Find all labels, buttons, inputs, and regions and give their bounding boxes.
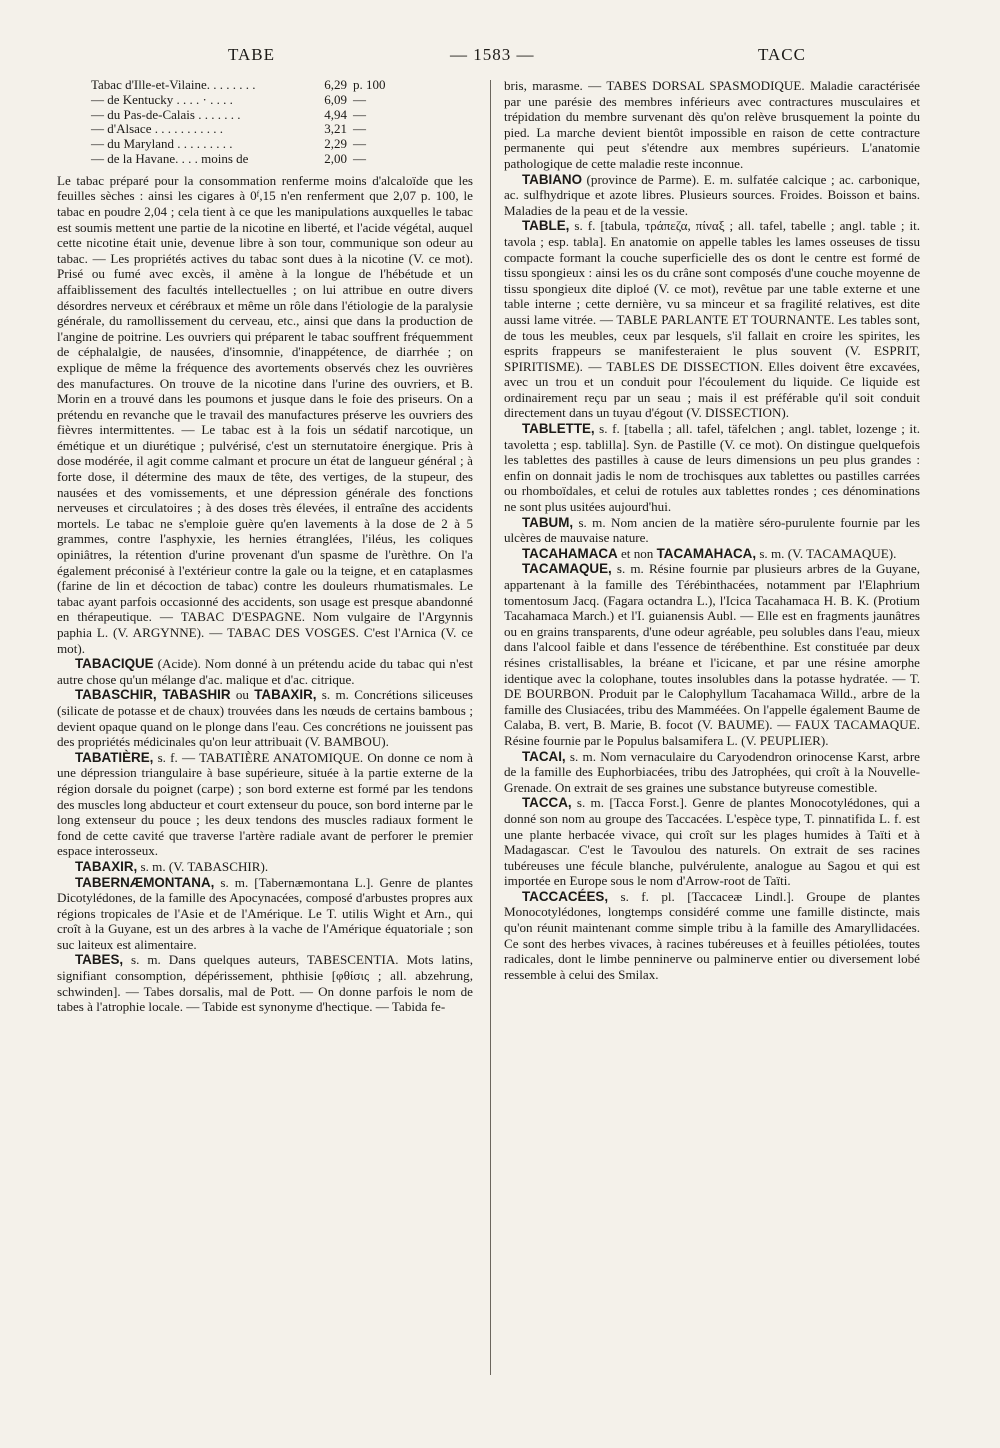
price-label: — du Pas-de-Calais . . . . . . . <box>91 106 241 122</box>
entry-tablette <box>504 421 920 515</box>
entry-taccacees <box>504 889 920 983</box>
headword: TABERNÆMONTANA, <box>75 874 215 890</box>
price-value: 2,29 <box>324 136 347 152</box>
price-unit: p. 100 <box>353 77 386 92</box>
entry-text: s. f. [tabula, τράπεζα, πίναξ ; all. tafel, tabelle ; angl. table ; it. tavola ; esp. tabla]. En anatomie on appelle tables les lames osseuses de tissu compacte formant la couche superficielle des os dont le centre est formé de tissu spongieux : ainsi les os du crâne sont composés d'une couche moyenne de tissu spongieux dite diploé (V. ce mot), revêtue par une table externe et une table interne ; cette dernière, vu sa minceur et sa fragilité relatives, est dite aussi lame vitrée. — TABLE PARLANTE ET TOURNANTE. Les tables sont, de tous les meubles, ceux par lesquels, s'il fallait en croire les spirites, les esprits frappeurs se manifesteraient le plus souvent (V. ESPRIT, SPIRITISME). — TABLES DE DISSECTION. Elles doivent être excavées, avec un trou et un conduit pour l'écoulement du liquide. Ce liquide est ordinairement reçu par un seau ; mais il est préférable qu'il soit conduit directement dans un tuyau d'égout (V. DISSECTION). <box>504 218 920 421</box>
entry-text: s. m. [Tabernæmontana L.]. Genre de plantes Dicotylédones, de la famille des Apocynacées, composé d'arbustes propres aux régions tropicales de l'Asie et de l'Amérique. Le T. utilis Wight et Arn., qui croît à la Guyane, est un des arbres à la vache de l'Amérique équatoriale ; son suc laiteux est alimentaire. <box>57 874 473 952</box>
entry-connector: ou <box>230 687 255 703</box>
entry-text: s. m. (V. TACAMAQUE). <box>756 545 897 561</box>
entry-text: s. m. Résine fournie par plusieurs arbres de la Guyane, appartenant à la famille des Térébinthacées, notamment par l'Elaphrium tomentosum Jacq. (Fagara octandra L.), l'Icica Tacahamaca H. B. K. (Protium Tacahamaca March.) et l'I. guianensis Aubl. — Elle est en fragments jaunâtres ou en grains transparents, d'une odeur agréable, peu solubles dans l'eau, mieux dans l'alcool faible et dans l'essence de térébenthine. Est constituée par deux résines cristallisables, la bréane et l'icicane, et par une résine amorphe identique avec la colophane, toutes insolubles dans la potasse hydratée. — T. DE BOURBON. Produit par le Calophyllum Tacahamaca Willd., arbre de la famille des Clusiacées, tribu des Mamméées. On l'appelle également Baume de Calaba, B. vert, B. Marie, B. focot (V. BAUME). — FAUX TACAMAQUE. Résine fournie par le Populus balsamifera L. (V. PEUPLIER). <box>504 561 920 748</box>
price-value: 6,09 <box>324 91 347 107</box>
entry-text: (province de Parme). E. m. sulfatée calcique ; ac. carbonique, ac. sulfhydrique et azote libres. Plusieurs sources. Froides. Boisson et bains. Maladies de la peau et de la vessie. <box>504 171 920 218</box>
headword: TABES, <box>75 952 124 968</box>
entry-tabacique <box>57 656 473 687</box>
entry-text: s. m. [Tacca Forst.]. Genre de plantes Monocotylédones, qui a donné son nom au groupe des Taccacées. L'espèce type, T. pinnatifida L. f. est une plante herbacée vivace, qui croît sur les plages humides à Taïti et à Madagascar. C'est le Tavoulou des naturels. On extrait de ses racines tubéreuses une fécule blanche, pulvérulente, analogue au Sagou et qui est importée en Europe sous le nom d'Arrow-root de Taïti. <box>504 795 920 889</box>
entry-tabum <box>504 515 920 546</box>
headword: TABUM, <box>522 514 574 530</box>
price-label: — d'Alsace . . . . . . . . . . . <box>91 121 223 137</box>
entry-tabes <box>57 952 473 1014</box>
entry-text: s. f. [tabella ; all. tafel, täfelchen ; angl. tablet, lozenge ; it. tavoletta ; esp. tablilla]. Syn. de Pastille (V. ce mot). On distingue quelquefois les tablettes des pastilles à cause de leurs dimensions un peu plus grandes : enfin on donnait jadis le nom de trochisques aux tablettes ou pastilles carrées ou rhomboïdales, et celui de rotules aux tablettes rondes ; ces dénominations ne sont plus usitées aujourd'hui. <box>504 421 920 515</box>
price-unit: — <box>353 106 366 122</box>
table-row <box>91 152 386 167</box>
running-head-left: TABE <box>228 45 276 64</box>
running-head-right: TACC <box>758 45 806 64</box>
entry-tacamaque <box>504 561 920 748</box>
price-value: 2,00 <box>324 150 347 166</box>
entry-tacai <box>504 749 920 796</box>
column-divider <box>490 80 491 1375</box>
entry-tabatiere <box>57 750 473 859</box>
headword: TABAXIR, <box>75 858 138 874</box>
headword: TABASCHIR, TABASHIR <box>75 687 231 703</box>
page-number: — 1583 — <box>450 45 535 64</box>
entry-table <box>504 218 920 421</box>
price-label: Tabac d'Ille-et-Vilaine. . . . . . . . <box>91 77 256 92</box>
price-unit: — <box>353 121 366 137</box>
headword: TABIANO <box>522 171 583 187</box>
entry-tabiano <box>504 172 920 219</box>
entry-tabaxir <box>57 859 473 875</box>
entry-text: s. m. Nom vernaculaire du Caryodendron orinocense Karst, arbre de la famille des Euphorbiacées, tribu des Jatrophées, qui croît à la Nouvelle-Grenade. On extrait de ses graines une substance butyreuse comestible. <box>504 748 920 795</box>
entry-text: s. m. Concrétions siliceuses (silicate de potasse et de chaux) trouvées dans les nœuds de certains bambous ; devient opaque quand on le plonge dans l'eau. Ces concrétions ne jouissent pas des propriétés médicinales qu'on leur attribuait (V. BAMBOU). <box>57 687 473 750</box>
price-unit: — <box>353 150 366 166</box>
headword: TABLE, <box>522 218 570 234</box>
headword: TABAXIR, <box>254 687 317 703</box>
entry-tacahamaca <box>504 546 920 562</box>
price-value: 3,21 <box>324 121 347 137</box>
nicotine-content-table <box>91 78 386 167</box>
headword: TACAMAHACA, <box>656 545 757 561</box>
price-label: — de Kentucky . . . . · . . . . <box>91 91 233 107</box>
entry-text: s. m. Nom ancien de la matière séro-purulente fournie par les ulcères de mauvaise nature. <box>504 514 920 546</box>
headword: TABATIÈRE, <box>75 749 154 765</box>
headword: TACCACÉES, <box>522 888 609 904</box>
headword: TABACIQUE <box>75 656 154 672</box>
tabes-continuation: bris, marasme. — TABES DORSAL SPASMODIQUE. Maladie caractérisée par une parésie des membres inférieurs avec contractures musculaires et trépidation du membre survenant dès qu'on relève brusquement la pointe du pied. La marche devient bientôt impossible en raison de cette contracture permanente qui peut s'étendre aux membres supérieurs. L'anatomie pathologique de cette maladie reste inconnue. <box>504 78 920 171</box>
table-row <box>91 137 386 152</box>
entry-tabaschir <box>57 687 473 749</box>
headword: TABLETTE, <box>522 421 595 437</box>
entry-text: s. m. (V. TABASCHIR). <box>137 858 269 874</box>
entry-text: s. f. pl. [Taccaceæ Lindl.]. Groupe de plantes Monocotylédones, longtemps considéré comme une famille distincte, mais qu'on réunit maintenant comme simple tribu à la famille des Amaryllidacées. Ce sont des herbes vivaces, à racines tubéreuses et à feuilles pétiolées, toutes radicales, dont le limbe penninerve ou palminerve entier ou diversement lobé ressemble à celui des Smilax. <box>504 888 920 982</box>
entry-text: s. f. — TABATIÈRE ANATOMIQUE. On donne ce nom à une dépression triangulaire à base supérieure, située à la partie externe de la région dorsale du poignet (carpe) ; son bord externe est formé par les tendons des muscles long abducteur et court extenseur du pouce, son bord interne par le long extenseur du pouce ; les deux tendons des muscles radiaux forment le fond de cette cavité que traverse l'artère radiale avant de perforer le premier espace interosseux. <box>57 749 473 859</box>
entry-tabernaemontana <box>57 875 473 953</box>
entry-text: (Acide). Nom donné à un prétendu acide du tabac qui n'est autre chose qu'un mélange d'ac. malique et d'ac. citrique. <box>57 656 473 687</box>
price-unit: — <box>353 136 366 152</box>
table-row <box>91 93 386 108</box>
entry-connector: et non <box>617 545 657 561</box>
price-unit: — <box>353 91 366 107</box>
headword: TACAHAMACA <box>522 545 618 561</box>
entry-text: s. m. Dans quelques auteurs, TABESCENTIA. Mots latins, signifiant consomption, dépérissement, phthisie [φθίσις ; all. abzehrung, schwinden]. — Tabes dorsalis, mal de Pott. — On donne parfois le nom de tabes à l'atrophie locale. — Tabide est synonyme d'hectique. — Tabida fe- <box>57 952 473 1015</box>
table-row <box>91 108 386 123</box>
tabac-paragraph: Le tabac préparé pour la consommation renferme moins d'alcaloïde que les feuilles sèches : ainsi les cigares à 0ᶠ,15 n'en renferment que 2,07 p. 100, le tabac en poudre 2,04 ; cela tient à ce que les manipulations auxquelles le tabac est soumis mettent une partie de la nicotine en liberté, et l'acide végétal, auquel cette nicotine était unie, devenue libre à son tour, communique son odeur au tabac. — Les propriétés actives du tabac sont dues à la nicotine (V. ce mot). Prisé ou fumé avec excès, il amène à la longue de l'hébétude et un affaiblissement des facultés intellectuelles ; on lui attribue en outre divers désordres nerveux et cérébraux et même un rôle dans l'étiologie de la paralysie générale, du ramollissement du cerveau, etc., ainsi que dans la production de l'angine de poitrine. Les ouvriers qui préparent le tabac souffrent fréquemment de céphalalgie, de nausées, d'insomnie, d'inappétence, de diarrhée ; on explique de même la fréquence des avortements observés chez les ouvrières des manufactures. On trouve de la nicotine dans l'urine des ouvriers, et B. Morin en a trouvé dans les poumons et jusque dans le foie des priseurs. On a prétendu en revanche que le travail des manufactures préserve les ouvriers des fièvres intermittentes. — Le tabac est à la fois un sédatif narcotique, un émétique et un diurétique ; pulvérisé, c'est un sternutatoire énergique. Pris à dose modérée, il agit comme calmant et procure un état de langueur général ; à forte dose, il détermine des maux de tête, des vertiges, de la stupeur, des nausées et des vomissements, et une dépression générale des fonctions nerveuses et circulatoires ; à des doses très élevées, il entraîne des accidents mortels. Le tabac ne s'emploie guère qu'en lavements à la dose de 2 à 5 grammes, contre l'asphyxie, les hernies étranglées, l'iléus, les coliques opiniâtres, la rétention d'urine provenant d'un spasme de l'urèthre. On l'a également préconisé à l'extérieur contre la gale ou la teigne, et en cataplasmes (farine de lin et décoction de tabac) contre les douleurs rhumatismales. Le tabac ayant parfois occasionné des accidents, son usage est presque abandonné en thérapeutique. — TABAC D'ESPAGNE. Nom vulgaire de l'Argynnis paphia L. (V. ARGYNNE). — TABAC DES VOSGES. C'est l'Arnica (V. ce mot). <box>57 172 473 656</box>
headword: TACCA, <box>522 795 572 811</box>
headword: TACAMAQUE, <box>522 561 612 577</box>
right-column <box>504 78 920 982</box>
price-label: — du Maryland . . . . . . . . . <box>91 136 233 152</box>
headword: TACAI, <box>522 748 566 764</box>
price-value: 4,94 <box>324 106 347 122</box>
table-row <box>91 78 386 93</box>
left-column <box>57 78 473 1015</box>
price-label: — de la Havane. . . . moins de <box>91 150 249 166</box>
price-value: 6,29 <box>324 77 347 92</box>
entry-tacca <box>504 795 920 889</box>
table-row <box>91 122 386 137</box>
